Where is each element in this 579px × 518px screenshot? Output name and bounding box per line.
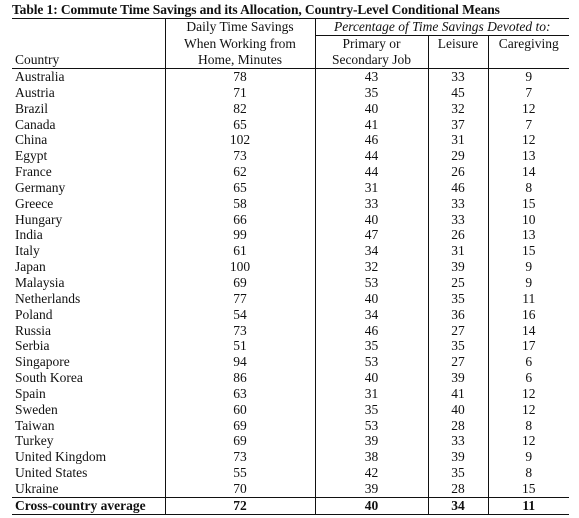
- table-row: [12, 338, 569, 354]
- cell-primary-job: 42: [315, 465, 428, 481]
- cell-primary-job: 41: [315, 117, 428, 133]
- cell-daily-savings: 54: [165, 307, 315, 323]
- table-header: [12, 19, 569, 69]
- average-caregiving: 11: [488, 497, 569, 514]
- cell-caregiving: 9: [525, 69, 533, 84]
- cell-leisure: 36: [428, 307, 488, 323]
- cell-country: Austria: [12, 85, 165, 101]
- cell-leisure: 26: [428, 227, 488, 243]
- cell-daily-savings: 73: [165, 323, 315, 339]
- cell-leisure: 33: [428, 212, 488, 228]
- cell-daily-savings: 94: [165, 354, 315, 370]
- table-row: [12, 481, 569, 497]
- commute-savings-table: [12, 18, 569, 515]
- cell-country: Taiwan: [12, 418, 165, 434]
- header-country: Country: [12, 52, 165, 69]
- header-percentage-group: Percentage of Time Savings Devoted to:: [315, 19, 569, 36]
- cell-daily-savings: 63: [165, 386, 315, 402]
- cell-caregiving: 9: [525, 274, 533, 290]
- cell-caregiving: 14: [522, 164, 536, 180]
- header-primary-line1: Primary or: [315, 36, 428, 53]
- cell-country: Russia: [12, 323, 165, 339]
- header-primary-line2: Secondary Job: [315, 52, 428, 69]
- header-blank-cell: [12, 19, 165, 36]
- cell-caregiving: 8: [525, 179, 533, 195]
- cell-leisure: 26: [428, 164, 488, 180]
- table-row: [12, 243, 569, 259]
- cell-primary-job: 34: [315, 243, 428, 259]
- cell-caregiving: 13: [522, 227, 536, 243]
- cell-country: China: [12, 132, 165, 148]
- table-row: [12, 69, 569, 85]
- cell-caregiving: 12: [522, 385, 536, 401]
- cell-caregiving: 10: [522, 211, 536, 227]
- cell-daily-savings: 61: [165, 243, 315, 259]
- table-row: [12, 275, 569, 291]
- average-row: [12, 497, 569, 514]
- cell-primary-job: 40: [315, 212, 428, 228]
- cell-caregiving: 6: [525, 354, 533, 370]
- table-row: [12, 291, 569, 307]
- cell-caregiving: 7: [525, 84, 533, 100]
- table-row: [12, 370, 569, 386]
- cell-country: United States: [12, 465, 165, 481]
- cell-country: India: [12, 227, 165, 243]
- table-row: [12, 164, 569, 180]
- table-row: [12, 418, 569, 434]
- cell-country: Spain: [12, 386, 165, 402]
- table-row: [12, 323, 569, 339]
- average-label: Cross-country average: [12, 497, 165, 514]
- header-blank-cell: [488, 52, 569, 69]
- cell-leisure: 40: [428, 402, 488, 418]
- cell-caregiving: 13: [522, 148, 536, 164]
- cell-primary-job: 39: [315, 433, 428, 449]
- cell-primary-job: 44: [315, 148, 428, 164]
- cell-primary-job: 32: [315, 259, 428, 275]
- table-row: [12, 449, 569, 465]
- cell-primary-job: 40: [315, 101, 428, 117]
- average-primary: 40: [315, 497, 428, 514]
- cell-country: Hungary: [12, 212, 165, 228]
- header-blank-cell: [428, 52, 488, 69]
- cell-primary-job: 40: [315, 370, 428, 386]
- cell-country: Canada: [12, 117, 165, 133]
- cell-daily-savings: 100: [165, 259, 315, 275]
- cell-country: France: [12, 164, 165, 180]
- table-row: [12, 259, 569, 275]
- cell-daily-savings: 65: [165, 180, 315, 196]
- cell-daily-savings: 51: [165, 338, 315, 354]
- table-row: [12, 307, 569, 323]
- cell-primary-job: 46: [315, 323, 428, 339]
- cell-caregiving: 17: [522, 338, 536, 354]
- cell-daily-savings: 78: [165, 69, 315, 85]
- cell-caregiving: 12: [522, 132, 536, 148]
- cell-daily-savings: 82: [165, 101, 315, 117]
- cell-leisure: 25: [428, 275, 488, 291]
- table-row: [12, 101, 569, 117]
- cell-daily-savings: 102: [165, 132, 315, 148]
- table-footer: [12, 497, 569, 514]
- cell-primary-job: 46: [315, 132, 428, 148]
- cell-primary-job: 34: [315, 307, 428, 323]
- cell-caregiving: 15: [522, 243, 536, 259]
- table-row: [12, 180, 569, 196]
- table-row: [12, 132, 569, 148]
- cell-daily-savings: 71: [165, 85, 315, 101]
- cell-leisure: 27: [428, 323, 488, 339]
- cell-country: Egypt: [12, 148, 165, 164]
- cell-caregiving: 15: [522, 195, 536, 211]
- cell-daily-savings: 69: [165, 275, 315, 291]
- cell-country: United Kingdom: [12, 449, 165, 465]
- cell-country: Brazil: [12, 101, 165, 117]
- cell-primary-job: 35: [315, 402, 428, 418]
- cell-primary-job: 53: [315, 354, 428, 370]
- cell-country: Italy: [12, 243, 165, 259]
- table-body: [12, 69, 569, 498]
- cell-daily-savings: 65: [165, 117, 315, 133]
- cell-leisure: 27: [428, 354, 488, 370]
- cell-daily-savings: 69: [165, 418, 315, 434]
- cell-daily-savings: 69: [165, 433, 315, 449]
- cell-primary-job: 40: [315, 291, 428, 307]
- cell-leisure: 41: [428, 386, 488, 402]
- cell-caregiving: 14: [522, 322, 536, 338]
- cell-daily-savings: 99: [165, 227, 315, 243]
- header-blank-cell: [12, 36, 165, 53]
- cell-primary-job: 35: [315, 85, 428, 101]
- cell-daily-savings: 77: [165, 291, 315, 307]
- cell-leisure: 46: [428, 180, 488, 196]
- cell-caregiving: 12: [522, 401, 536, 417]
- cell-primary-job: 35: [315, 338, 428, 354]
- cell-leisure: 39: [428, 370, 488, 386]
- cell-daily-savings: 66: [165, 212, 315, 228]
- table-row: [12, 354, 569, 370]
- cell-country: Turkey: [12, 433, 165, 449]
- cell-country: Sweden: [12, 402, 165, 418]
- cell-primary-job: 47: [315, 227, 428, 243]
- cell-primary-job: 31: [315, 180, 428, 196]
- cell-country: Germany: [12, 180, 165, 196]
- cell-country: Netherlands: [12, 291, 165, 307]
- average-daily: 72: [165, 497, 315, 514]
- cell-country: Poland: [12, 307, 165, 323]
- cell-primary-job: 38: [315, 449, 428, 465]
- cell-leisure: 31: [428, 243, 488, 259]
- cell-primary-job: 53: [315, 275, 428, 291]
- cell-caregiving: 8: [525, 465, 533, 481]
- cell-leisure: 45: [428, 85, 488, 101]
- cell-leisure: 31: [428, 132, 488, 148]
- cell-leisure: 39: [428, 259, 488, 275]
- cell-leisure: 35: [428, 465, 488, 481]
- cell-country: South Korea: [12, 370, 165, 386]
- cell-daily-savings: 73: [165, 449, 315, 465]
- table-row: [12, 148, 569, 164]
- cell-daily-savings: 62: [165, 164, 315, 180]
- cell-country: Serbia: [12, 338, 165, 354]
- table-row: [12, 465, 569, 481]
- header-daily-line2: When Working from: [165, 36, 315, 53]
- cell-leisure: 33: [428, 196, 488, 212]
- cell-caregiving: 8: [525, 417, 533, 433]
- table-row: [12, 227, 569, 243]
- cell-caregiving: 15: [522, 480, 536, 496]
- cell-country: Greece: [12, 196, 165, 212]
- cell-leisure: 33: [428, 69, 488, 85]
- average-leisure: 34: [428, 497, 488, 514]
- table-title: Table 1: Commute Time Savings and its Allocation, Country-Level Conditional Means: [12, 2, 500, 17]
- cell-caregiving: 12: [522, 100, 536, 116]
- cell-primary-job: 39: [315, 481, 428, 497]
- table-row: [12, 386, 569, 402]
- cell-caregiving: 9: [525, 259, 533, 275]
- cell-caregiving: 9: [525, 449, 533, 465]
- table-row: [12, 196, 569, 212]
- table-row: [12, 212, 569, 228]
- header-leisure: Leisure: [428, 36, 488, 53]
- header-daily-line1: Daily Time Savings: [165, 19, 315, 36]
- cell-leisure: 37: [428, 117, 488, 133]
- cell-country: Australia: [12, 69, 165, 85]
- cell-country: Japan: [12, 259, 165, 275]
- table-row: [12, 85, 569, 101]
- cell-daily-savings: 70: [165, 481, 315, 497]
- table-row: [12, 117, 569, 133]
- header-daily-line3: Home, Minutes: [165, 52, 315, 69]
- cell-daily-savings: 58: [165, 196, 315, 212]
- cell-leisure: 33: [428, 433, 488, 449]
- cell-primary-job: 44: [315, 164, 428, 180]
- cell-leisure: 28: [428, 418, 488, 434]
- table-row: [12, 433, 569, 449]
- cell-leisure: 28: [428, 481, 488, 497]
- cell-country: Malaysia: [12, 275, 165, 291]
- cell-leisure: 32: [428, 101, 488, 117]
- cell-daily-savings: 55: [165, 465, 315, 481]
- cell-leisure: 35: [428, 338, 488, 354]
- cell-country: Ukraine: [12, 481, 165, 497]
- cell-daily-savings: 60: [165, 402, 315, 418]
- cell-leisure: 39: [428, 449, 488, 465]
- cell-caregiving: 12: [522, 433, 536, 449]
- cell-caregiving: 16: [522, 306, 536, 322]
- table-row: [12, 402, 569, 418]
- cell-caregiving: 7: [525, 116, 533, 132]
- cell-caregiving: 11: [522, 290, 536, 306]
- cell-daily-savings: 86: [165, 370, 315, 386]
- cell-primary-job: 43: [315, 69, 428, 85]
- cell-country: Singapore: [12, 354, 165, 370]
- cell-leisure: 35: [428, 291, 488, 307]
- cell-primary-job: 33: [315, 196, 428, 212]
- cell-leisure: 29: [428, 148, 488, 164]
- cell-caregiving: 6: [525, 370, 533, 386]
- cell-primary-job: 53: [315, 418, 428, 434]
- cell-primary-job: 31: [315, 386, 428, 402]
- header-caregiving: Caregiving: [498, 36, 559, 51]
- cell-daily-savings: 73: [165, 148, 315, 164]
